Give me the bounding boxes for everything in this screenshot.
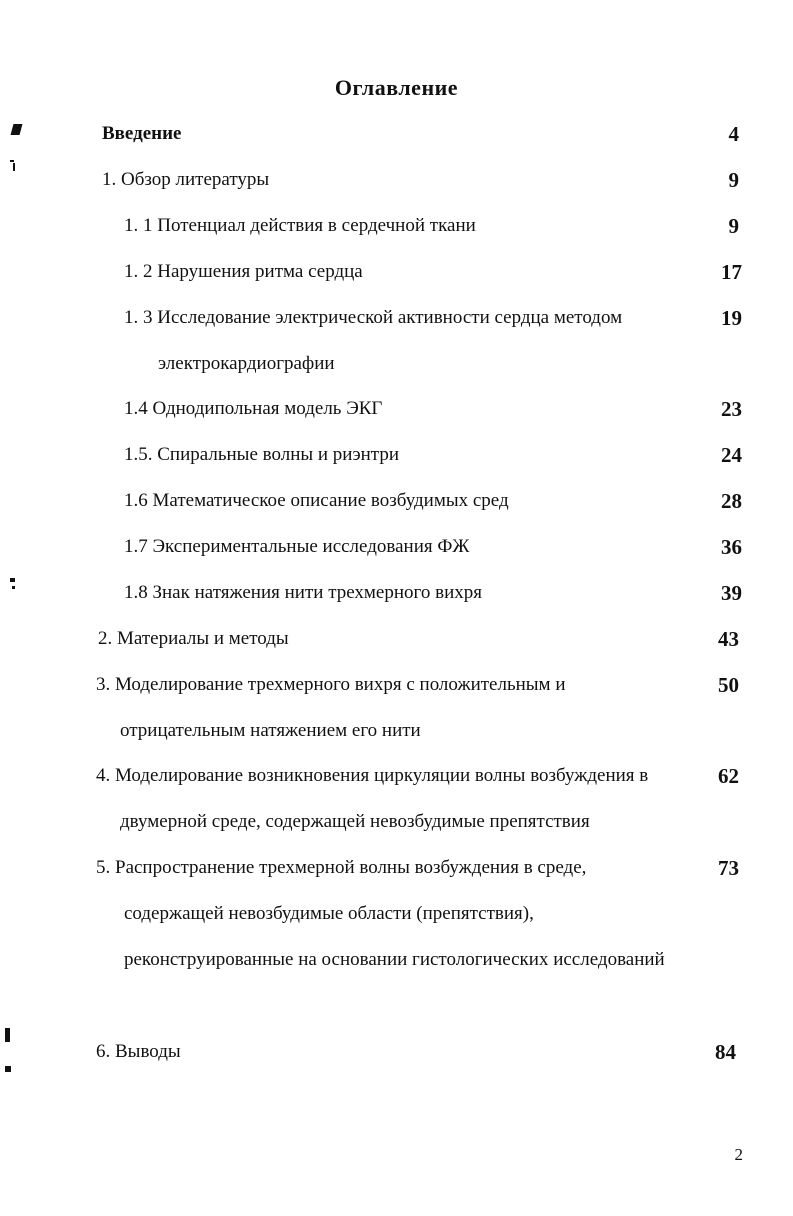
toc-entry-3d-vortex-modeling: 3. Моделирование трехмерного вихря с положительным и bbox=[96, 674, 566, 695]
toc-page-number: 28 bbox=[721, 489, 742, 513]
scan-speck bbox=[11, 124, 23, 135]
toc-page-number: 9 bbox=[728, 168, 739, 192]
toc-page-number: 4 bbox=[728, 122, 739, 146]
toc-entry-circulation-modeling-continuation: двумерной среде, содержащей невозбудимые препятствия bbox=[120, 811, 590, 832]
scan-speck bbox=[10, 578, 15, 582]
toc-page-number: 24 bbox=[721, 443, 742, 467]
toc-page-number: 9 bbox=[728, 214, 739, 238]
scan-speck bbox=[13, 163, 15, 171]
toc-page-number: 19 bbox=[721, 306, 742, 330]
toc-entry-1-7: 1.7 Экспериментальные исследования ФЖ bbox=[124, 536, 470, 557]
toc-page-number: 43 bbox=[718, 627, 739, 651]
page-number: 2 bbox=[734, 1145, 743, 1164]
toc-entry-3d-wave-propagation-continuation: содержащей невозбудимые области (препятствия), bbox=[124, 903, 534, 924]
toc-entry-3d-wave-propagation: 5. Распространение трехмерной волны возбуждения в среде, bbox=[96, 857, 587, 878]
scan-speck bbox=[5, 1066, 11, 1072]
toc-entry-circulation-modeling: 4. Моделирование возникновения циркуляции волны возбуждения в bbox=[96, 765, 649, 786]
toc-entry-1-8: 1.8 Знак натяжения нити трехмерного вихря bbox=[124, 582, 482, 603]
toc-page-number: 84 bbox=[715, 1040, 736, 1064]
toc-entry-1-2: 1. 2 Нарушения ритма сердца bbox=[124, 261, 363, 282]
toc-entry-literature-review: 1. Обзор литературы bbox=[102, 169, 270, 190]
toc-entry-3d-wave-propagation-continuation: реконструированные на основании гистологических исследований bbox=[124, 949, 665, 970]
toc-entry-introduction: Введение bbox=[102, 123, 182, 144]
toc-entry-1-6: 1.6 Математическое описание возбудимых сред bbox=[124, 490, 509, 511]
toc-entry-materials-methods: 2. Материалы и методы bbox=[98, 628, 289, 649]
toc-entry-1-5: 1.5. Спиральные волны и риэнтри bbox=[124, 444, 399, 465]
toc-page-number: 73 bbox=[718, 856, 739, 880]
toc-page-number: 23 bbox=[721, 397, 742, 421]
scan-speck bbox=[12, 586, 15, 589]
toc-page-number: 36 bbox=[721, 535, 742, 559]
toc-page-number: 62 bbox=[718, 764, 739, 788]
toc-entry-1-3-continuation: электрокардиографии bbox=[158, 353, 335, 374]
toc-title: Оглавление bbox=[334, 75, 459, 100]
toc-entry-3d-vortex-modeling-continuation: отрицательным натяжением его нити bbox=[120, 720, 421, 741]
toc-entry-1-1: 1. 1 Потенциал действия в сердечной ткани bbox=[124, 215, 476, 236]
toc-page-number: 50 bbox=[718, 673, 739, 697]
toc-entry-1-4: 1.4 Однодипольная модель ЭКГ bbox=[124, 398, 383, 419]
toc-page-number: 39 bbox=[721, 581, 742, 605]
scan-speck bbox=[10, 160, 14, 162]
toc-entry-1-3: 1. 3 Исследование электрической активности сердца методом bbox=[124, 307, 623, 328]
toc-page-number: 17 bbox=[721, 260, 742, 284]
scan-speck bbox=[5, 1028, 10, 1042]
toc-entry-conclusions: 6. Выводы bbox=[96, 1041, 181, 1062]
